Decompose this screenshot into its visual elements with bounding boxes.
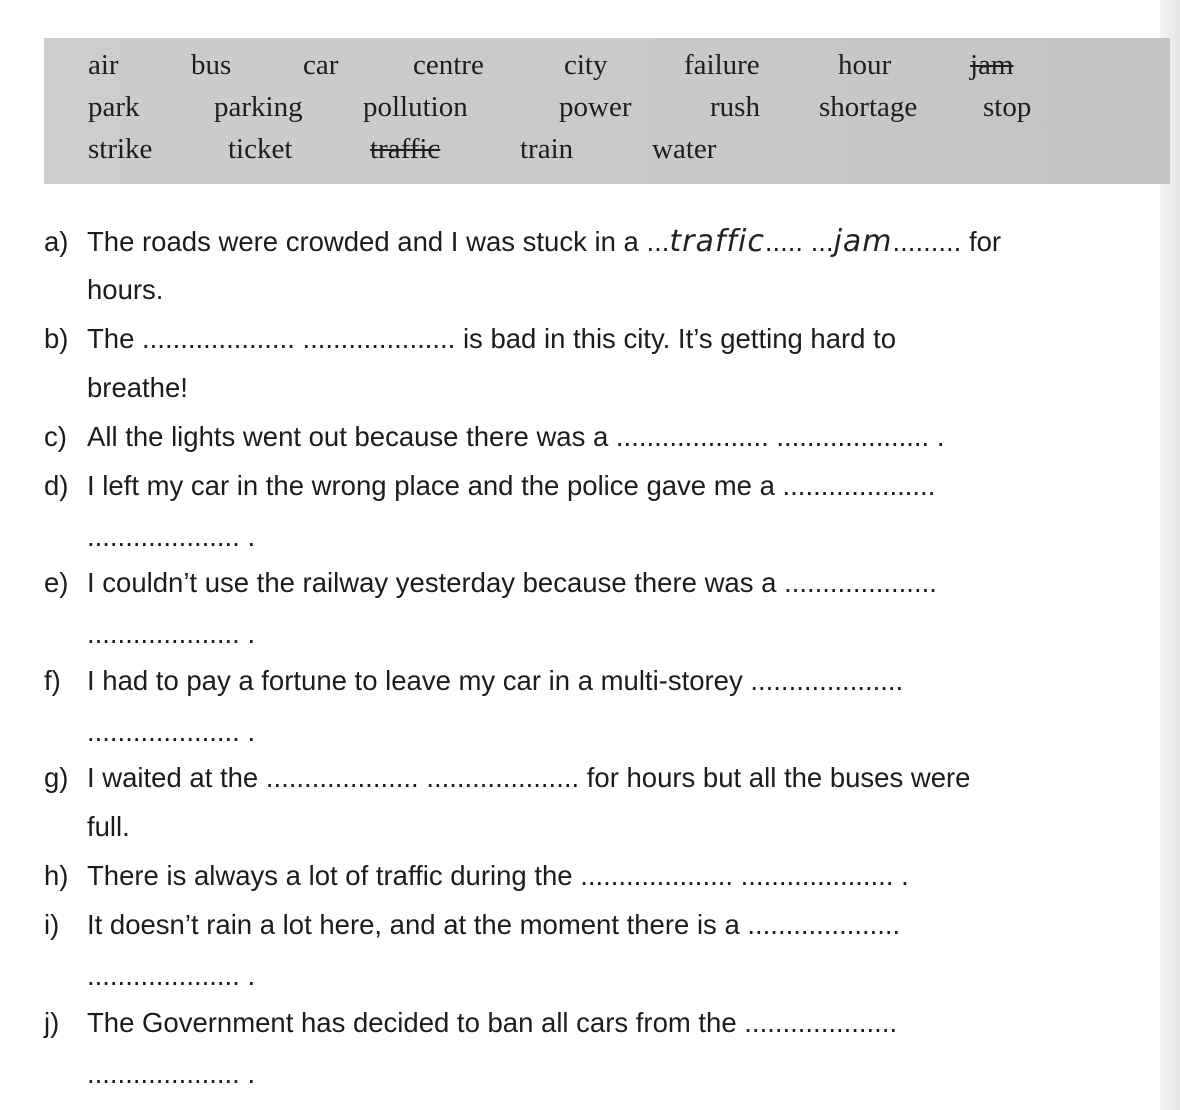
question-a [44,224,1002,259]
answer-blank[interactable]: .................... [744,1007,898,1038]
word-bank-item: pollution [363,91,468,123]
answer-blank[interactable]: ...traffic..... [646,224,804,259]
question-letter: b) [44,323,69,354]
answer-blank[interactable]: .................... [302,323,456,354]
question-letter: g) [44,762,69,793]
answer-blank[interactable]: .................... [615,421,769,452]
question-c [44,423,944,451]
answer-blank[interactable]: .................... [740,860,894,891]
word-bank-item-crossed: traffic [370,133,441,165]
question-text: I couldn’t use the railway yesterday because there was a [87,567,777,598]
question-text: I left my car in the wrong place and the police gave me a [87,470,775,501]
word-bank-item: parking [214,91,303,123]
word-bank-item: train [520,133,574,165]
question-text: is bad in this city. It’s getting hard to [462,323,897,354]
word-bank-item: air [88,49,119,81]
question-e-continuation [87,620,255,648]
word-bank-item: car [303,49,339,81]
question-text: It doesn’t rain a lot here, and at the moment there is a [87,909,740,940]
question-f [44,667,903,695]
question-end: . [247,521,256,552]
word-bank-item: stop [983,91,1032,123]
question-letter: c) [44,421,67,452]
question-letter: e) [44,567,69,598]
word-bank-item: park [88,91,140,123]
word-bank-item: power [559,91,632,123]
answer-blank[interactable]: .................... [750,665,904,696]
question-text: All the lights went out because there was a [87,421,609,452]
word-bank-item: city [564,49,608,81]
question-h [44,862,909,890]
question-b [44,325,896,353]
answer-blank[interactable]: .................... [87,960,240,991]
answer-blank[interactable]: .................... [87,716,240,747]
word-bank-item: water [652,133,717,165]
question-end: . [901,860,909,891]
answer-blank[interactable]: .................... [580,860,734,891]
word-bank-item: failure [684,49,760,81]
question-j [44,1009,897,1037]
word-bank-box [44,38,1170,184]
question-f-continuation [87,718,255,746]
answer-blank[interactable]: ...jam......... [810,224,962,259]
question-letter: j) [44,1007,60,1038]
question-end: . [247,960,256,991]
answer-blank[interactable]: .................... [265,762,419,793]
question-text: I waited at the [87,762,259,793]
question-d [44,472,935,500]
question-letter: i) [44,909,60,940]
question-end: . [247,716,256,747]
word-bank-item-crossed: jam [970,49,1014,81]
question-end: . [247,618,256,649]
answer-blank[interactable]: .................... [87,618,240,649]
word-bank-item: rush [710,91,760,123]
answer-blank[interactable]: .................... [782,470,936,501]
word-bank-item: ticket [228,133,293,165]
answer-blank[interactable]: .................... [87,521,240,552]
question-j-continuation [87,1060,255,1088]
question-text: I had to pay a fortune to leave my car in a multi-storey [87,665,743,696]
question-text: The Government has decided to ban all cars from the [87,1007,737,1038]
question-text: for [968,226,1002,257]
question-text: The roads were crowded and I was stuck in a [87,226,639,257]
word-bank-item: centre [413,49,484,81]
question-e [44,569,937,597]
question-text: There is always a lot of traffic during the [87,860,573,891]
answer-blank[interactable]: .................... [142,323,295,354]
answer-blank[interactable]: .................... [87,1058,240,1089]
question-end: . [936,421,945,452]
answer-blank[interactable]: .................... [776,421,930,452]
word-bank-item: strike [88,133,153,165]
word-bank-item: hour [838,49,892,81]
handwritten-answer: traffic [669,224,765,259]
question-a-continuation: hours. [87,274,164,305]
answer-blank[interactable]: .................... [784,567,937,598]
question-end: . [247,1058,256,1089]
answer-blank[interactable]: .................... [426,762,580,793]
question-text: The [87,323,135,354]
question-text: for hours but all the buses were [586,762,971,793]
question-letter: d) [44,470,69,501]
question-letter: h) [44,860,69,891]
question-i [44,911,900,939]
question-letter: f) [44,665,61,696]
question-b-continuation: breathe! [87,372,188,403]
question-letter: a) [44,226,69,257]
handwritten-answer: jam [833,224,893,259]
word-bank-item: shortage [819,91,918,123]
word-bank-item: bus [191,49,232,81]
answer-blank[interactable]: .................... [747,909,901,940]
question-d-continuation [87,523,255,551]
question-g [44,764,970,792]
question-g-continuation: full. [87,811,130,842]
question-i-continuation [87,962,255,990]
